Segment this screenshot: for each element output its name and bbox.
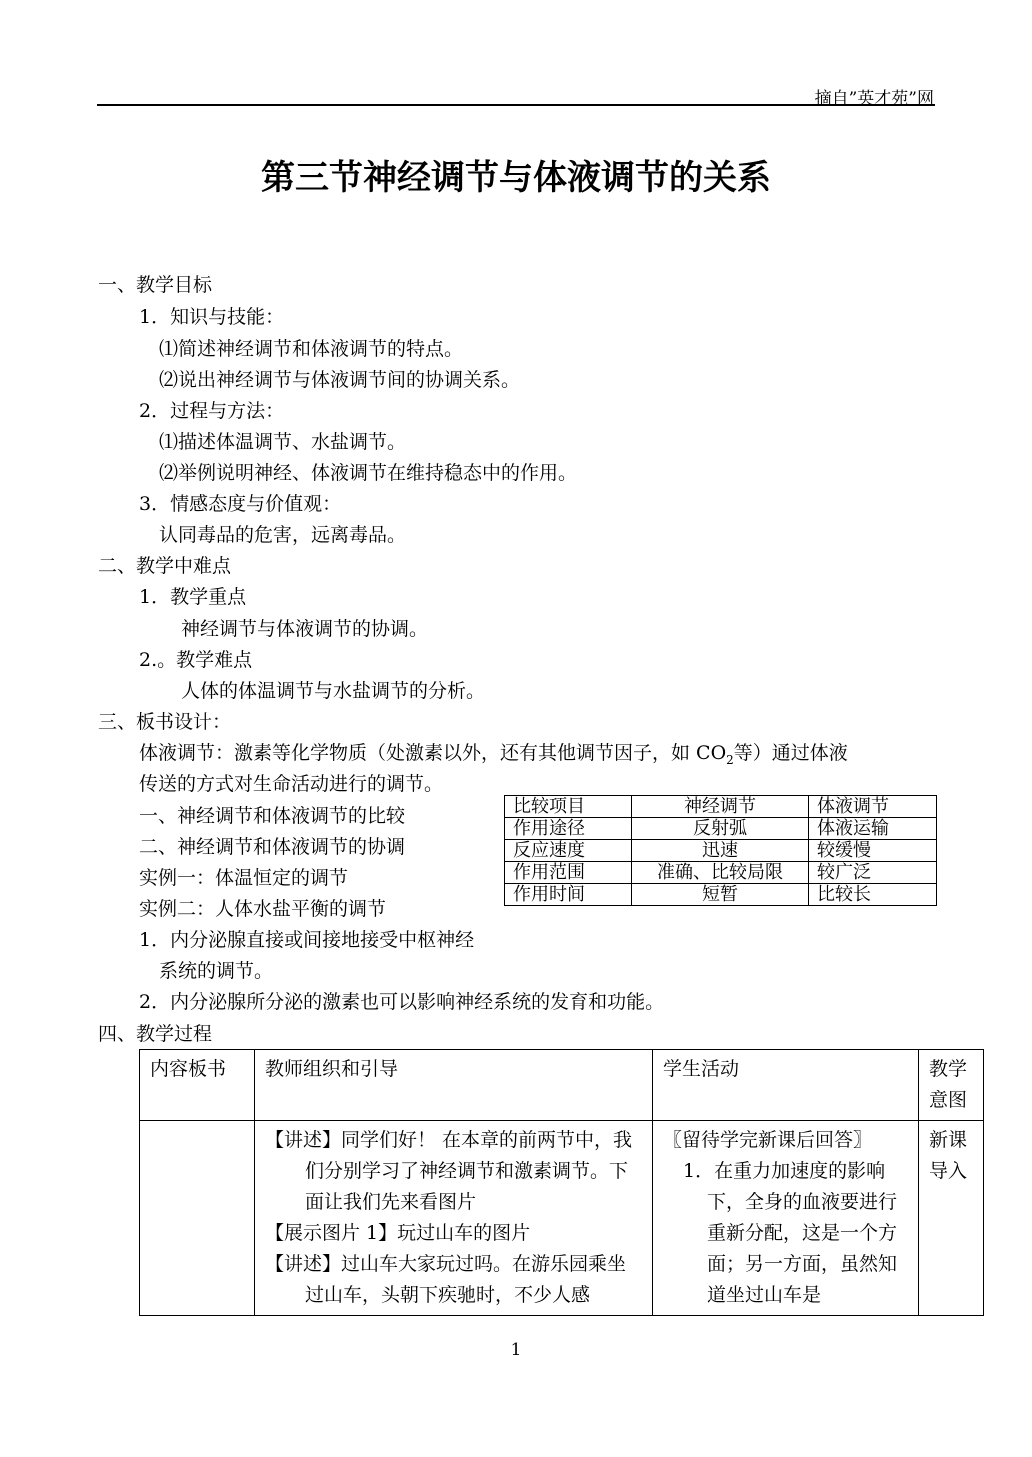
subsection-heading: 2.。教学难点 bbox=[139, 649, 253, 671]
table-row bbox=[505, 818, 937, 840]
table-row bbox=[505, 884, 937, 906]
table-cell: 反应速度 bbox=[505, 840, 632, 862]
table-header-row bbox=[140, 1050, 984, 1121]
table-row bbox=[505, 796, 937, 818]
definition-text-b: 等）通过体液 bbox=[733, 742, 848, 764]
teaching-process-table bbox=[139, 1049, 984, 1316]
page-number: 1 bbox=[510, 1340, 522, 1360]
column-header: 学生活动 bbox=[653, 1050, 919, 1121]
column-header: 内容板书 bbox=[140, 1050, 255, 1121]
list-item: 神经调节与体液调节的协调。 bbox=[181, 618, 429, 640]
table-cell: 迅速 bbox=[632, 840, 809, 862]
page-title: 第三节神经调节与体液调节的关系 bbox=[261, 158, 771, 198]
board-item: 实例二：人体水盐平衡的调节 bbox=[139, 898, 387, 920]
table-cell: 准确、比较局限 bbox=[632, 862, 809, 884]
board-item: 一、神经调节和体液调节的比较 bbox=[139, 805, 406, 827]
board-item: 实例一：体温恒定的调节 bbox=[139, 867, 349, 889]
table-cell: 比较长 bbox=[809, 884, 937, 906]
section-heading: 一、教学目标 bbox=[98, 274, 213, 296]
table-cell: 较缓慢 bbox=[809, 840, 937, 862]
comparison-table bbox=[504, 795, 937, 906]
student-paragraph: 1．在重力加速度的影响下，全身的血液要进行重新分配，这是一个方面；另一方面，虽然知道坐过山车是 bbox=[683, 1160, 898, 1306]
table-row bbox=[140, 1121, 984, 1316]
table-cell: 作用时间 bbox=[505, 884, 632, 906]
list-item: ⑴描述体温调节、水盐调节。 bbox=[159, 431, 407, 453]
board-item: 2．内分泌腺所分泌的激素也可以影响神经系统的发育和功能。 bbox=[139, 991, 665, 1013]
definition-text-a: 体液调节：激素等化学物质（处激素以外，还有其他调节因子，如 CO bbox=[139, 742, 727, 764]
list-item: 人体的体温调节与水盐调节的分析。 bbox=[181, 680, 486, 702]
list-item: ⑵说出神经调节与体液调节间的协调关系。 bbox=[159, 369, 521, 391]
student-activity-cell bbox=[653, 1121, 919, 1316]
subsection-heading: 1．教学重点 bbox=[139, 586, 247, 608]
subsection-heading: 2．过程与方法： bbox=[139, 400, 285, 422]
section-heading: 三、板书设计： bbox=[98, 711, 232, 733]
table-cell: 神经调节 bbox=[632, 796, 809, 818]
teacher-paragraph: 【讲述】同学们好！ 在本章的前两节中，我们分别学习了神经调节和激素调节。下面让我们先来看图片 bbox=[265, 1129, 633, 1213]
table-cell: 比较项目 bbox=[505, 796, 632, 818]
board-item: 系统的调节。 bbox=[159, 960, 274, 982]
column-header: 教师组织和引导 bbox=[255, 1050, 653, 1121]
table-cell bbox=[140, 1121, 255, 1316]
list-item: ⑵举例说明神经、体液调节在维持稳态中的作用。 bbox=[159, 462, 578, 484]
header-source: 摘自”英才苑”网 bbox=[814, 89, 934, 109]
subsection-heading: 1．知识与技能： bbox=[139, 306, 285, 328]
teacher-guidance-cell bbox=[255, 1121, 653, 1316]
definition-line: 传送的方式对生命活动进行的调节。 bbox=[139, 773, 444, 795]
table-row bbox=[505, 840, 937, 862]
section-heading: 二、教学中难点 bbox=[98, 555, 232, 577]
header-divider bbox=[97, 104, 935, 106]
list-item: 认同毒品的危害，远离毒品。 bbox=[159, 524, 407, 546]
board-item: 二、神经调节和体液调节的协调 bbox=[139, 836, 406, 858]
table-cell: 反射弧 bbox=[632, 818, 809, 840]
list-item: ⑴简述神经调节和体液调节的特点。 bbox=[159, 338, 464, 360]
table-cell: 体液运输 bbox=[809, 818, 937, 840]
table-cell: 短暂 bbox=[632, 884, 809, 906]
table-cell: 作用范围 bbox=[505, 862, 632, 884]
student-paragraph: 〖留待学完新课后回答〗 bbox=[663, 1129, 873, 1151]
teacher-paragraph: 【讲述】过山车大家玩过吗。在游乐园乘坐过山车，头朝下疾驰时，不少人感 bbox=[265, 1253, 627, 1306]
table-cell: 作用途径 bbox=[505, 818, 632, 840]
teacher-paragraph: 【展示图片 1】玩过山车的图片 bbox=[265, 1222, 531, 1244]
table-cell: 体液调节 bbox=[809, 796, 937, 818]
table-cell: 较广泛 bbox=[809, 862, 937, 884]
board-item: 1．内分泌腺直接或间接地接受中枢神经 bbox=[139, 929, 475, 951]
column-header: 教学意图 bbox=[919, 1050, 984, 1121]
section-heading: 四、教学过程 bbox=[98, 1023, 213, 1045]
subscript: 2 bbox=[726, 752, 734, 767]
definition-line bbox=[139, 740, 848, 773]
subsection-heading: 3．情感态度与价值观： bbox=[139, 493, 342, 515]
table-row bbox=[505, 862, 937, 884]
teaching-intent-cell: 新课导入 bbox=[919, 1121, 984, 1316]
